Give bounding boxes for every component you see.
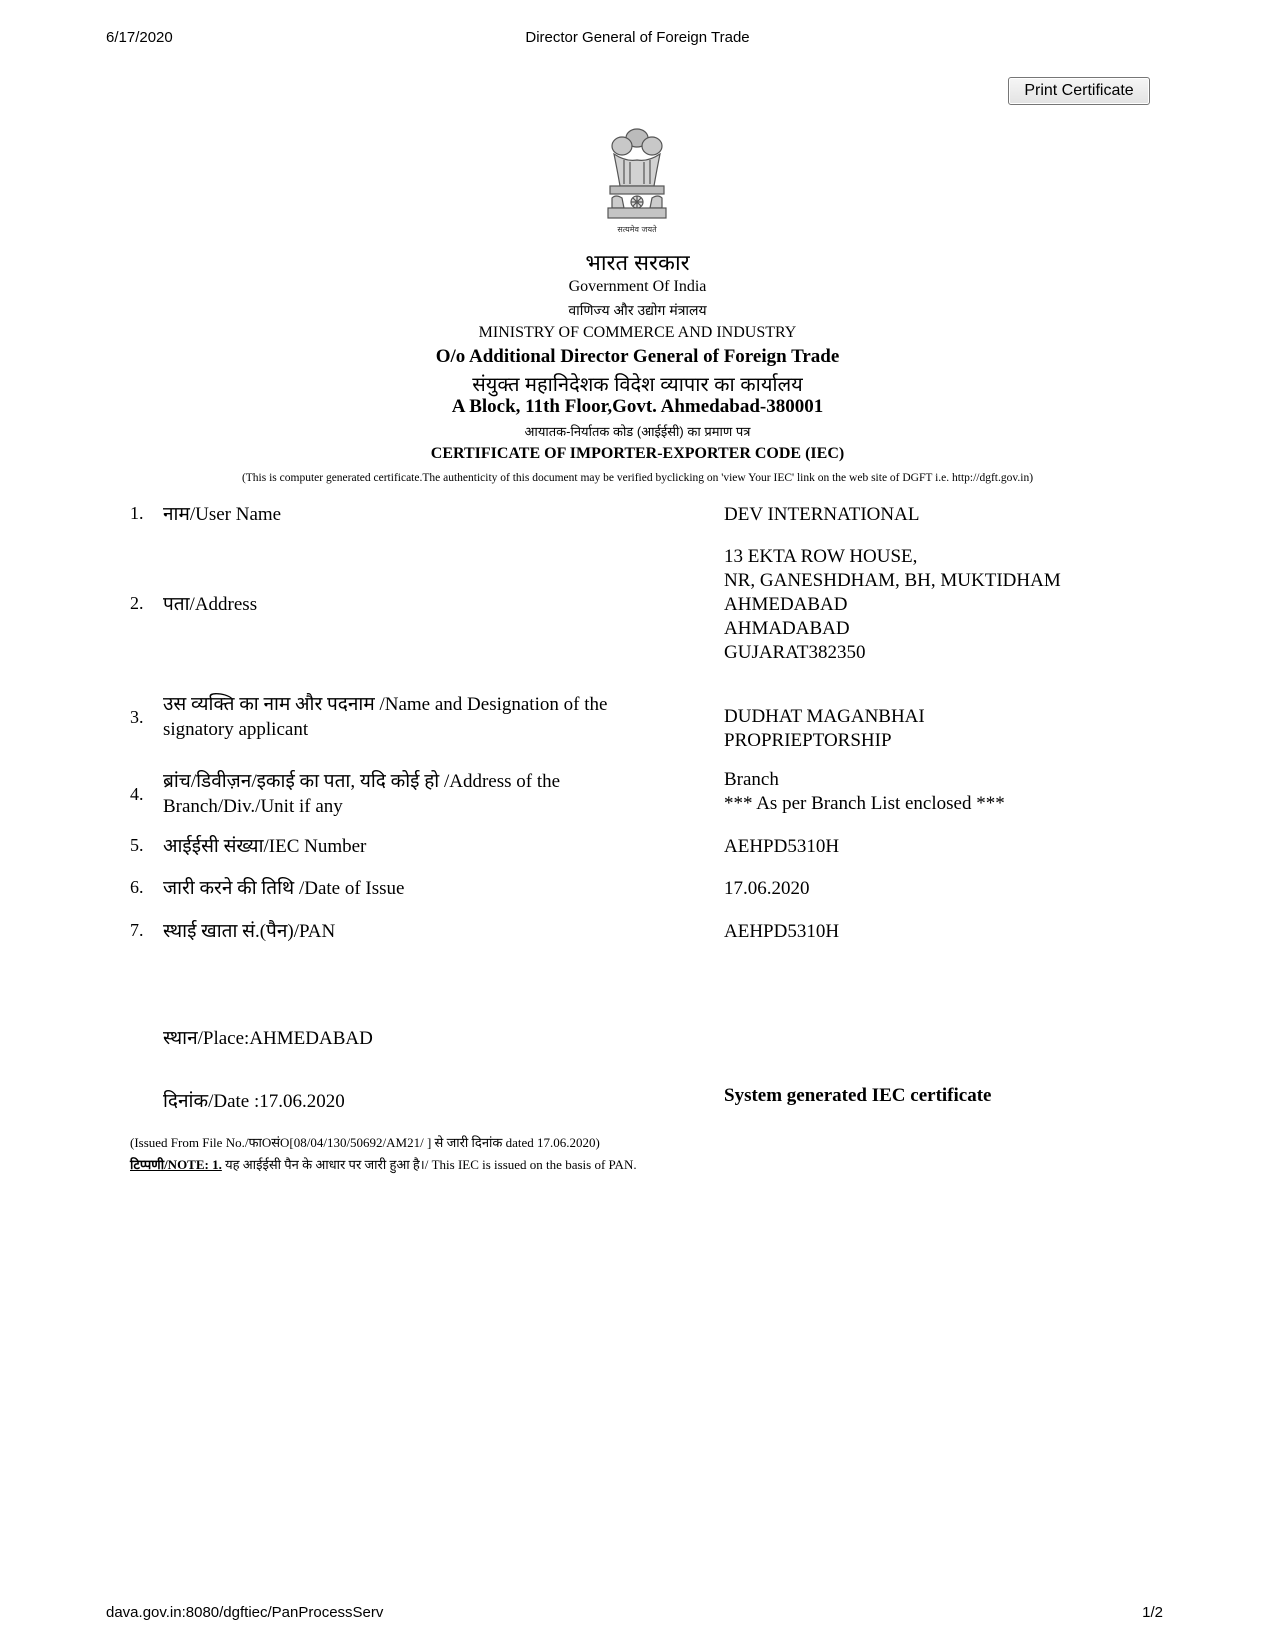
field-number: 7.	[130, 920, 144, 940]
field-number: 2.	[130, 593, 144, 613]
date-label: दिनांक/Date :17.06.2020	[163, 1091, 345, 1112]
field-value-iec: AEHPD5310H	[724, 836, 840, 857]
field-value-user-name: DEV INTERNATIONAL	[724, 504, 920, 525]
field-value-address-line: AHMADABAD	[724, 618, 850, 639]
letterhead-address: A Block, 11th Floor,Govt. Ahmedabad-380001	[451, 396, 824, 417]
field-number: 3.	[130, 707, 144, 727]
field-label-branch: ब्रांच/डिवीज़न/इकाई का पता, यदि कोई हो /Address of the	[163, 771, 561, 792]
field-value-signatory: PROPRIEPTORSHIP	[724, 730, 892, 751]
field-label-date-of-issue: जारी करने की तिथि /Date of Issue	[163, 878, 405, 899]
field-value-address-line: 13 EKTA ROW HOUSE,	[724, 546, 918, 567]
field-number: 5.	[130, 835, 144, 855]
field-number: 4.	[130, 784, 144, 804]
emblem-motto: सत्यमेव जयते	[617, 225, 657, 234]
letterhead-govt: Government Of India	[568, 278, 707, 295]
field-label-pan: स्थाई खाता सं.(पैन)/PAN	[163, 921, 336, 942]
authenticity-note: (This is computer generated certificate.The authenticity of this document may be verified byclicking on 'view Your IEC' link on the web site of DGFT i.e. http://dgft.gov.in)	[241, 472, 1034, 484]
field-value-branch: *** As per Branch List enclosed ***	[724, 793, 1005, 814]
field-label-branch-cont: Branch/Div./Unit if any	[163, 796, 343, 817]
issued-from-note: (Issued From File No./फाOसंO[08/04/130/50692/AM21/ ] से जारी दिनांक dated 17.06.2020)	[130, 1135, 600, 1150]
field-value-pan: AEHPD5310H	[724, 921, 840, 942]
field-label-signatory-cont: signatory applicant	[163, 719, 309, 740]
field-number: 1.	[130, 503, 144, 523]
letterhead-hindi-ministry: वाणिज्य और उद्योग मंत्रालय	[568, 302, 707, 318]
letterhead-ministry: MINISTRY OF COMMERCE AND INDUSTRY	[478, 324, 797, 341]
letterhead-office: O/o Additional Director General of Foreign Trade	[435, 346, 840, 367]
place-label: स्थान/Place:AHMEDABAD	[163, 1028, 373, 1049]
print-certificate-button[interactable]: Print Certificate	[1008, 77, 1150, 105]
field-value-signatory: DUDHAT MAGANBHAI	[724, 706, 925, 727]
field-number: 6.	[130, 877, 144, 897]
field-label-address: पता/Address	[163, 594, 258, 615]
field-label-user-name: नाम/User Name	[163, 504, 282, 525]
national-emblem-icon	[598, 124, 676, 236]
print-footer-page: 1/2	[1142, 1604, 1163, 1621]
pan-note	[130, 1155, 637, 1173]
field-value-address-line: GUJARAT382350	[724, 642, 866, 663]
letterhead-hindi-cert: आयातक-निर्यातक कोड (आईईसी) का प्रमाण पत्र	[524, 424, 751, 439]
field-value-address-line: NR, GANESHDHAM, BH, MUKTIDHAM	[724, 570, 1061, 591]
print-header-date: 6/17/2020	[106, 29, 173, 46]
note-text: यह आईईसी पैन के आधार पर जारी हुआ है।/ This IEC is issued on the basis of PAN.	[221, 1157, 637, 1172]
field-value-address-line: AHMEDABAD	[724, 594, 848, 615]
field-label-signatory: उस व्यक्ति का नाम और पदनाम /Name and Designation of the	[163, 694, 608, 715]
field-value-branch: Branch	[724, 769, 779, 790]
print-footer-url: dava.gov.in:8080/dgftiec/PanProcessServ	[106, 1604, 384, 1621]
field-value-date-of-issue: 17.06.2020	[724, 878, 810, 899]
letterhead-hindi-office: संयुक्त महानिदेशक विदेश व्यापार का कार्यालय	[472, 374, 803, 396]
note-prefix: टिप्पणी/NOTE: 1.	[130, 1157, 222, 1172]
system-generated-label: System generated IEC certificate	[724, 1085, 992, 1106]
letterhead-hindi-govt: भारत सरकार	[585, 250, 690, 275]
field-label-iec: आईईसी संख्या/IEC Number	[163, 836, 367, 857]
certificate-title: CERTIFICATE OF IMPORTER-EXPORTER CODE (IEC)	[430, 445, 845, 462]
print-header-title: Director General of Foreign Trade	[525, 29, 750, 46]
